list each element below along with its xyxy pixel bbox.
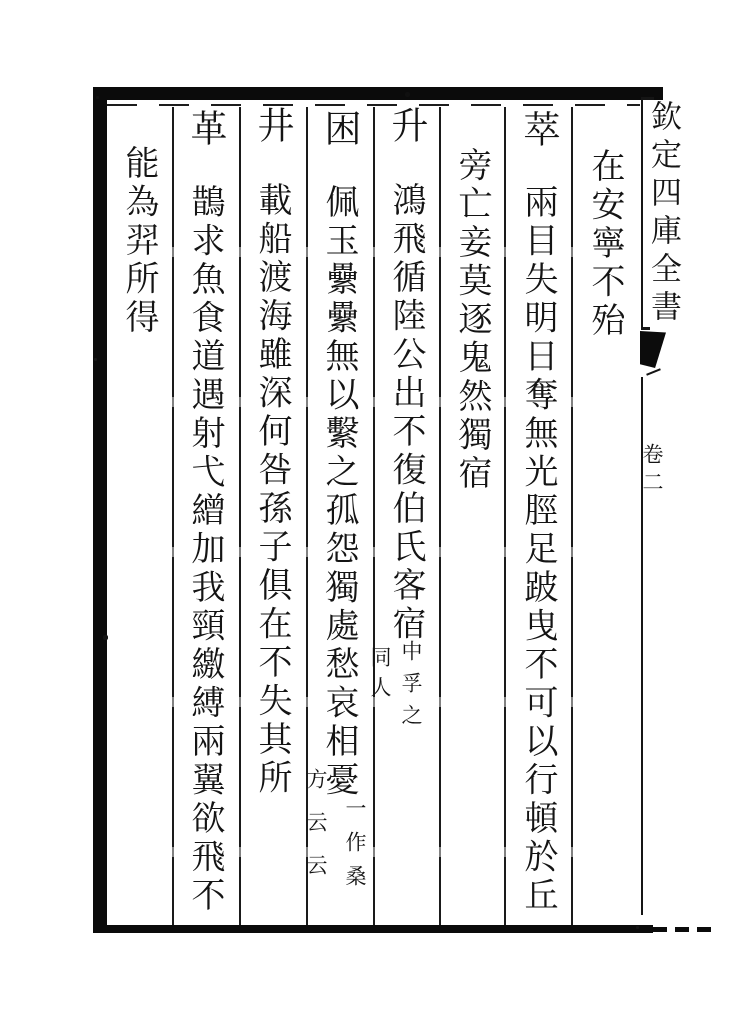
column-4-text: 鴻飛循陸公出不復伯氏客宿 [386,182,426,644]
fishtail-slash-mark [646,368,661,375]
column-6-text: 載船渡海雖深何咎孫子俱在不失其所 [252,182,292,798]
column-4-annotation-right: 中孚之 [399,640,423,736]
column-7-text: 鵲求魚食道遇射弋繒加我頸繳縛兩翼欲飛不 [185,184,225,916]
page-border-left [93,87,107,933]
volume-label: 卷二 [640,443,664,499]
page-border-bottom [93,925,653,933]
column-4-annotation-left: 同人 [368,646,392,706]
column-1-text: 在安寧不殆 [585,148,625,341]
book-title: 欽定四庫全書 [645,100,681,328]
fishtail-ornament-icon [640,331,666,368]
column-5-annotation-left: 方云云 [304,768,328,897]
hexagram-name-kun: 困 [318,109,361,146]
page-border-top [93,87,663,100]
hexagram-name-cui: 萃 [517,110,560,147]
scan-noise-speck [96,96,99,99]
page-border-bottom-tail [653,927,713,932]
hexagram-name-jing: 井 [251,106,294,143]
banxin-divider-line [641,97,643,330]
hexagram-name-sheng: 升 [385,106,428,143]
column-3-text: 旁亡妾莫逐鬼然獨宿 [452,147,492,494]
hexagram-name-ge: 革 [184,109,227,146]
column-5-text: 佩玉纍纍無以繫之孤怨獨處愁哀相憂 [319,184,359,800]
column-8-text: 能為羿所得 [119,145,159,338]
column-2-text: 兩目失明日奪無光脛足跛曳不可以行頓於丘 [518,184,558,916]
column-5-annotation-right: 一作桑 [343,797,367,899]
